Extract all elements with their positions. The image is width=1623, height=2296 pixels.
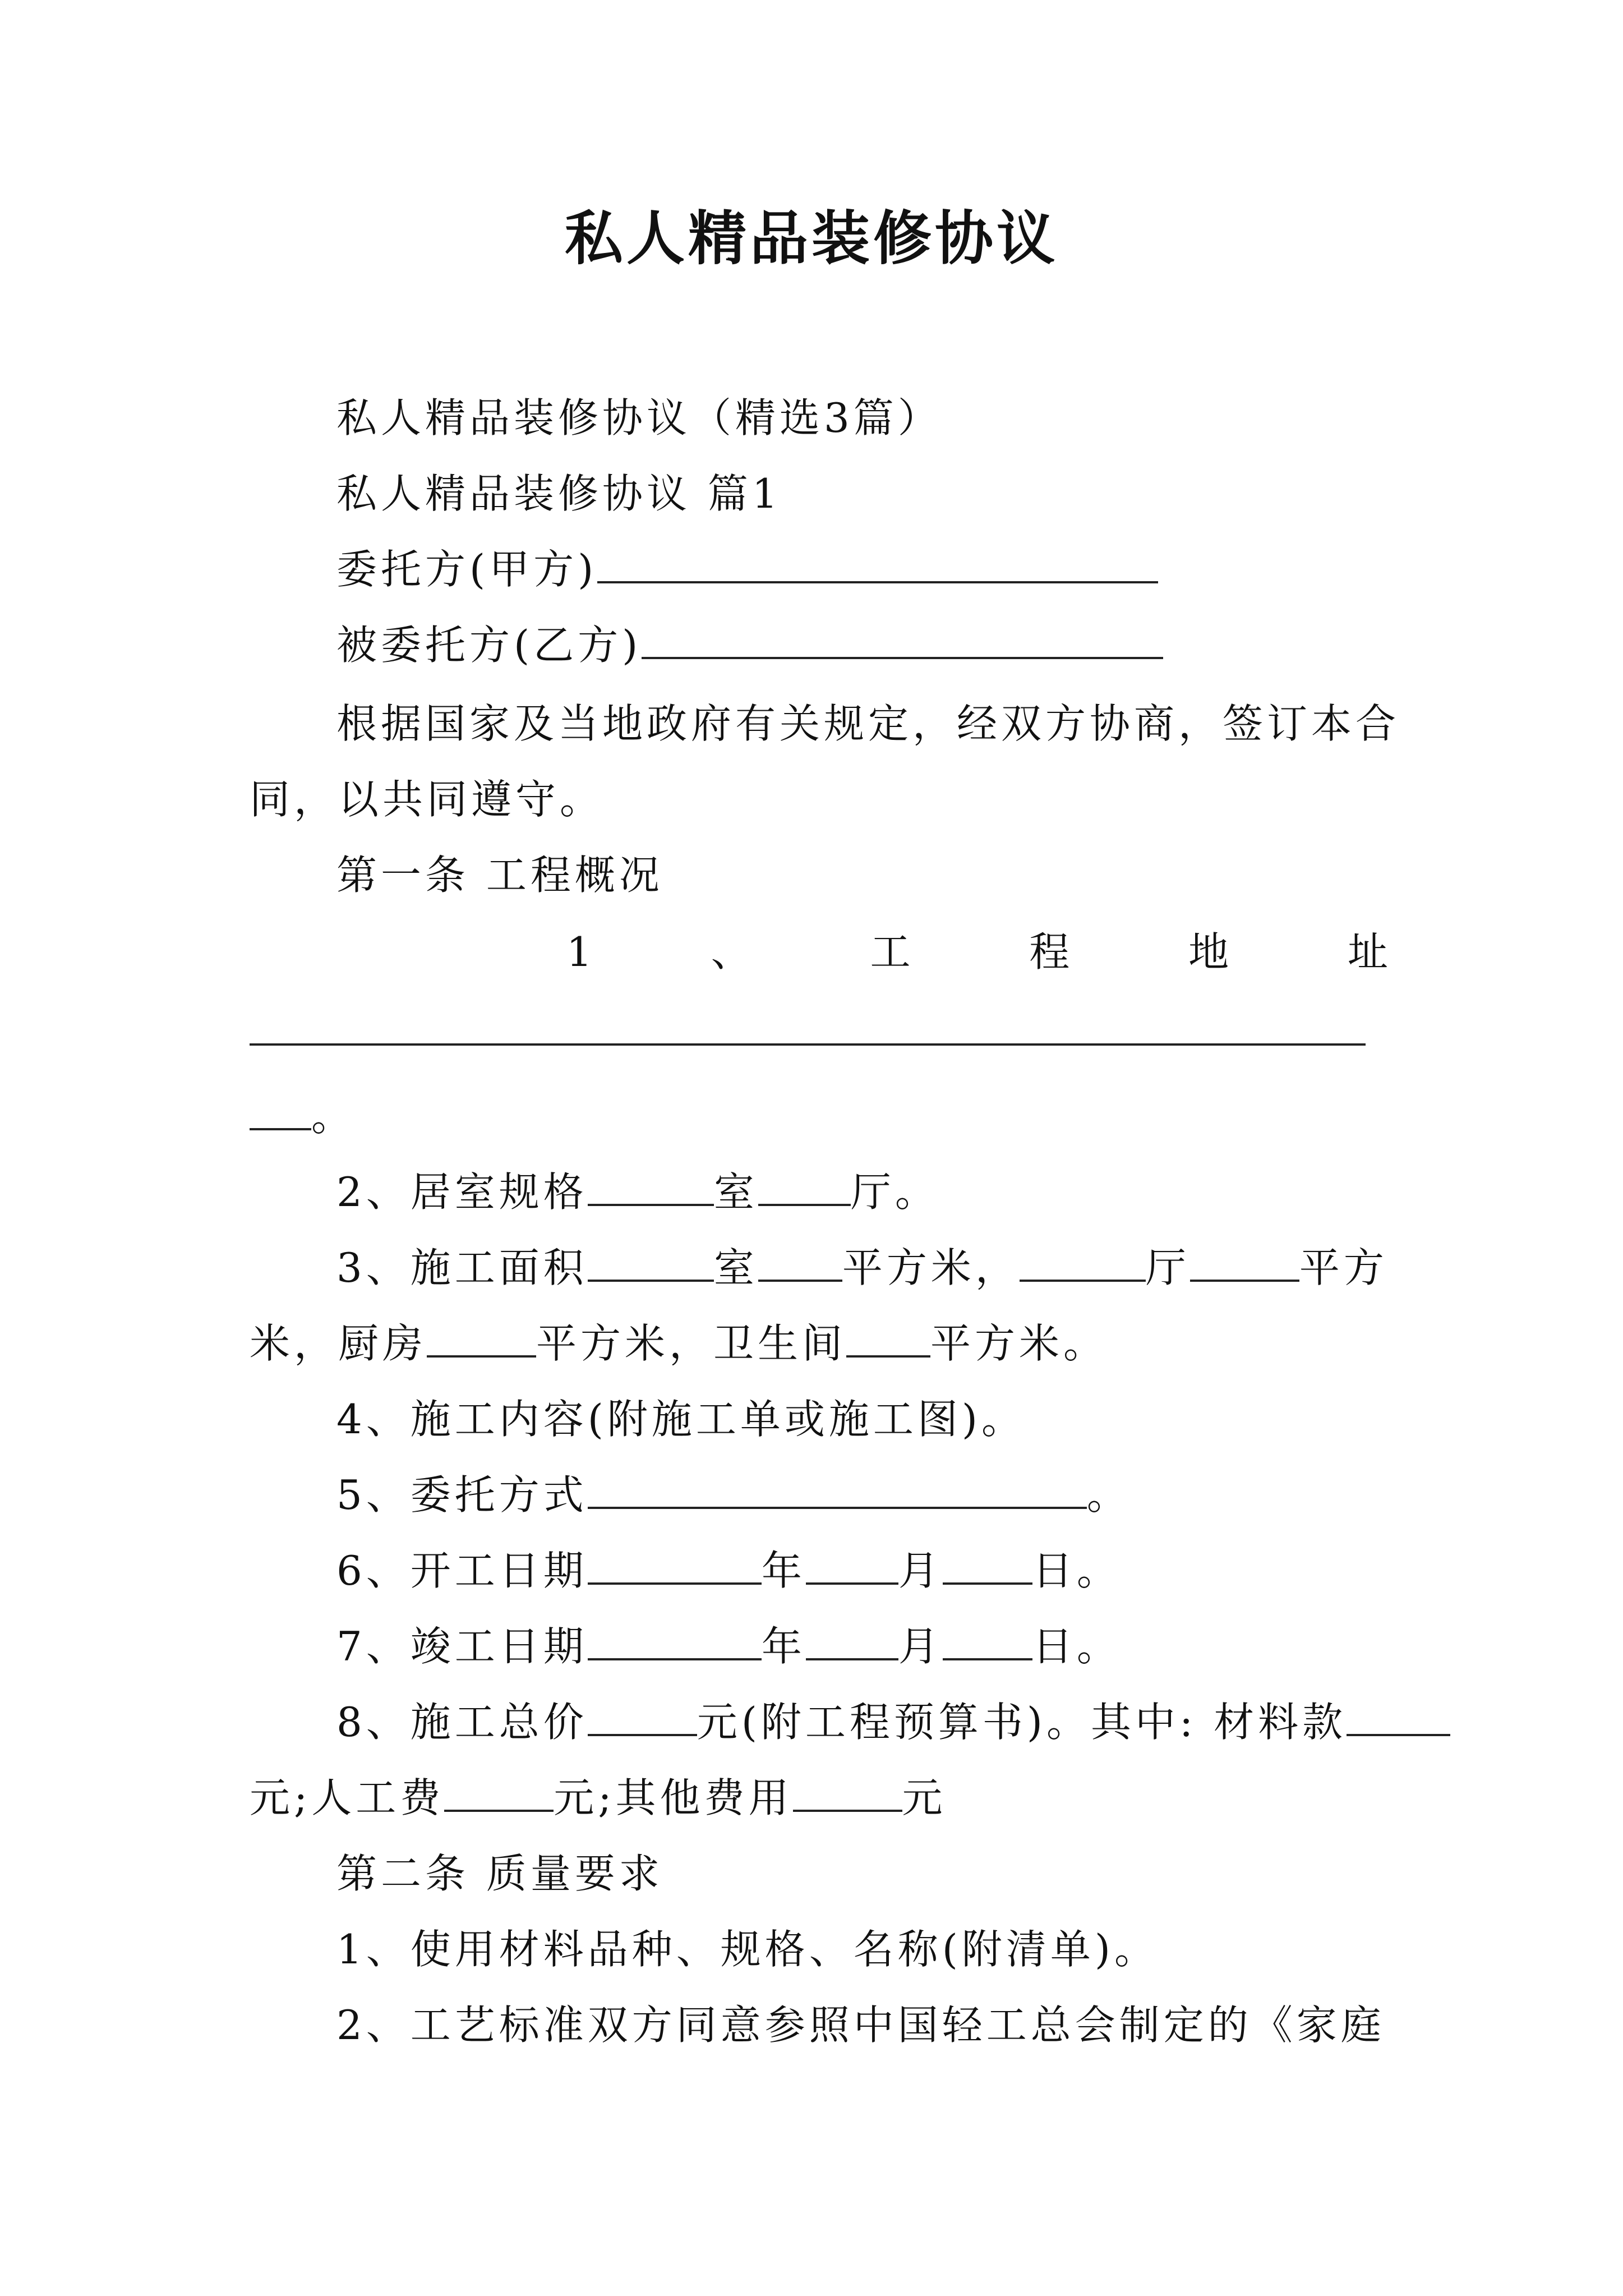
item3-sqm-end: 平方 — [1299, 1244, 1388, 1291]
item7-row — [336, 1616, 1388, 1677]
item2-hall-blank — [758, 1165, 851, 1206]
item1-tail-blank — [250, 1089, 311, 1130]
item3-row-2 — [250, 1313, 1388, 1374]
item8-material-blank — [1347, 1695, 1450, 1736]
item6-month-blank — [806, 1543, 898, 1585]
document-title: 私人精品装修协议 — [564, 204, 1058, 273]
item3-sqm-comma: 平方米， — [842, 1244, 1020, 1291]
item8-other-blank — [793, 1770, 902, 1812]
item2-row — [336, 1161, 1388, 1223]
item7-month: 月 — [898, 1623, 943, 1670]
party-b-blank — [642, 618, 1163, 659]
item8-total-blank — [588, 1695, 697, 1736]
intro-line-2: 同，以共同遵守。 — [250, 776, 605, 823]
item8-end: 元 — [902, 1774, 947, 1821]
item3-hall-blank — [1020, 1240, 1146, 1282]
item5-end: 。 — [1086, 1471, 1131, 1519]
item8-labor-blank — [444, 1770, 554, 1812]
item6-day-blank — [943, 1543, 1032, 1585]
item1-char: 址 — [1347, 928, 1388, 976]
party-a-blank — [597, 542, 1158, 583]
item2-room-blank — [588, 1165, 714, 1206]
part-heading: 私人精品装修协议 篇1 — [336, 470, 782, 517]
item3-line2-start: 米，厨房 — [250, 1320, 427, 1367]
item3-kitchen-blank — [427, 1316, 536, 1358]
item1-address-blank — [250, 1043, 1366, 1046]
item8-prefix: 8、施工总价 — [336, 1699, 588, 1746]
item6-year-blank — [588, 1543, 762, 1585]
item4: 4、施工内容(附施工单或施工图)。 — [336, 1396, 1026, 1443]
item3-hall-sqm-blank — [1190, 1240, 1299, 1282]
item6-prefix: 6、开工日期 — [336, 1547, 588, 1594]
item3-room-sqm-blank — [758, 1240, 842, 1282]
item3-bath-sqm: 平方米。 — [930, 1320, 1108, 1367]
item3-bath-blank — [846, 1316, 930, 1358]
article1-heading: 第一条 工程概况 — [336, 852, 663, 899]
item3-row-1 — [336, 1237, 1388, 1299]
item3-prefix: 3、施工面积 — [336, 1244, 588, 1291]
item1-char: 工 — [870, 928, 911, 976]
item8-mid: 元(附工程预算书)。其中: 材料款 — [697, 1699, 1347, 1746]
item7-year-blank — [588, 1619, 762, 1660]
item6-year: 年 — [761, 1547, 806, 1594]
item8-row-2 — [250, 1767, 1388, 1829]
item3-hall: 厅 — [1145, 1244, 1190, 1291]
item5-prefix: 5、委托方式 — [336, 1471, 588, 1519]
party-b-row — [336, 614, 1388, 676]
intro-line-1: 根据国家及当地政府有关规定，经双方协商，签订本合 — [336, 700, 1400, 747]
item2-prefix: 2、居室规格 — [336, 1168, 588, 1216]
a2-item2: 2、工艺标准双方同意参照中国轻工总会制定的《家庭 — [336, 2001, 1385, 2049]
item1-char: 、 — [711, 928, 751, 976]
item6-month: 月 — [898, 1547, 943, 1594]
subtitle: 私人精品装修协议（精选3篇） — [336, 394, 942, 441]
item2-room: 室 — [713, 1168, 758, 1216]
item5-row — [336, 1464, 1388, 1526]
item2-hall: 厅。 — [850, 1168, 939, 1216]
party-b-label: 被委托方(乙方) — [336, 622, 642, 669]
item8-row-1 — [336, 1691, 1388, 1753]
item7-day: 日。 — [1032, 1623, 1121, 1670]
item3-kitchen-sqm: 平方米，卫生间 — [536, 1320, 847, 1367]
item1-char: 程 — [1029, 928, 1070, 976]
party-a-row — [336, 539, 1388, 600]
a2-item1: 1、使用材料品种、规格、名称(附清单)。 — [336, 1926, 1159, 1973]
item5-blank — [588, 1467, 1087, 1509]
item1-address-row — [566, 921, 1388, 983]
item1-end: 。 — [311, 1093, 356, 1140]
item6-day: 日。 — [1032, 1547, 1121, 1594]
item1-char: 1 — [566, 928, 592, 976]
item1-char: 地 — [1188, 928, 1229, 976]
item3-room-blank — [588, 1240, 714, 1282]
item7-year: 年 — [761, 1623, 806, 1670]
item7-month-blank — [806, 1619, 898, 1660]
item7-day-blank — [943, 1619, 1032, 1660]
party-a-label: 委托方(甲方) — [336, 546, 598, 593]
item7-prefix: 7、竣工日期 — [336, 1623, 588, 1670]
item8-other: 元;其他费用 — [554, 1774, 793, 1821]
item3-room: 室 — [713, 1244, 758, 1291]
item8-line2-start: 元;人工费 — [250, 1774, 445, 1821]
item6-row — [336, 1540, 1388, 1602]
article2-heading: 第二条 质量要求 — [336, 1850, 663, 1897]
item1-end-row — [250, 1085, 1388, 1147]
